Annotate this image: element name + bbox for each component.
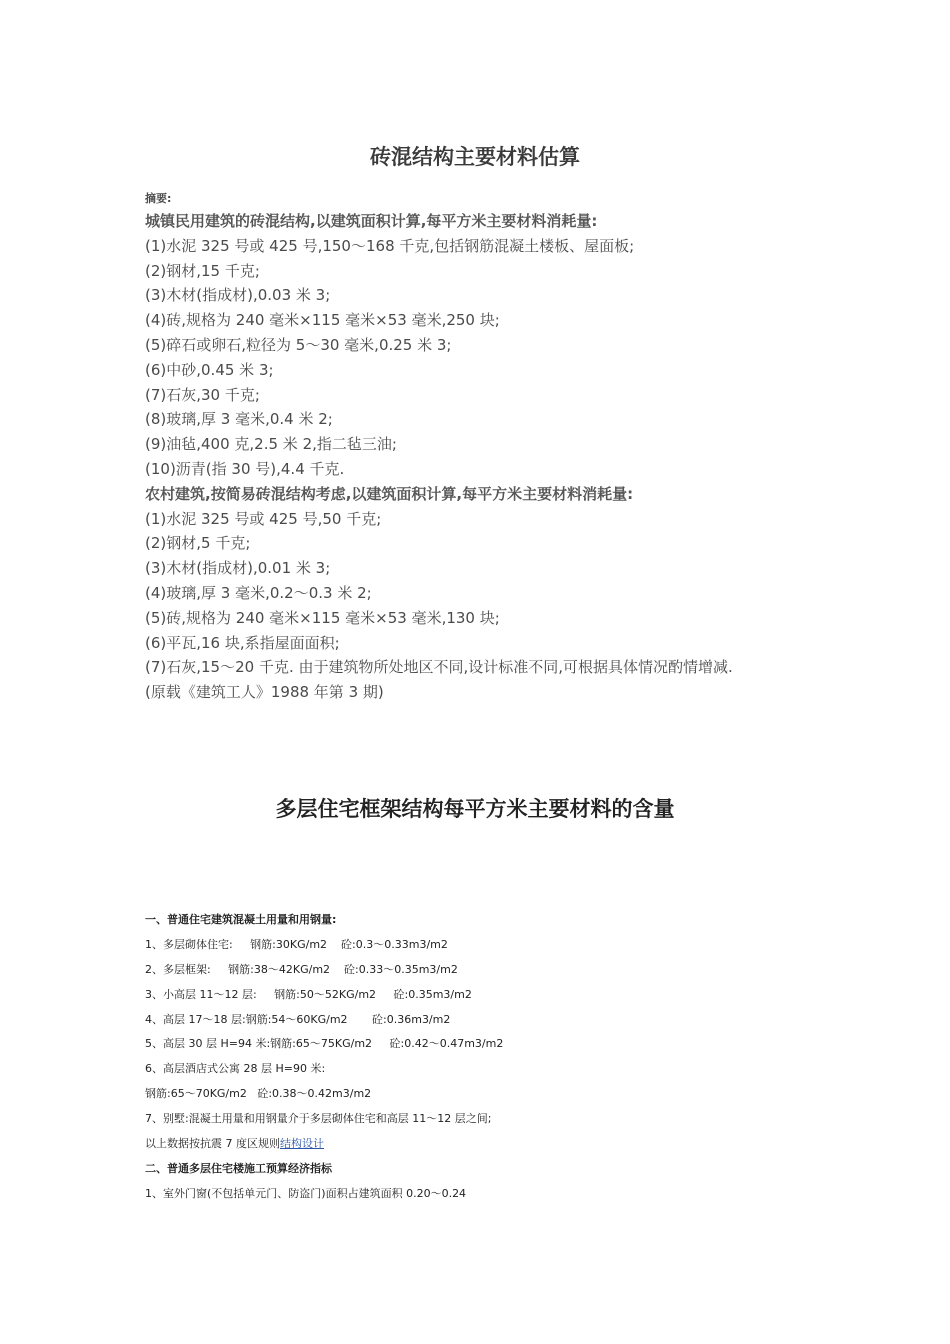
list-item: (5)砖,规格为 240 毫米×115 毫米×53 毫米,130 块;: [145, 608, 500, 627]
list-item: (1)水泥 325 号或 425 号,150～168 千克,包括钢筋混凝土楼板、屋面板;: [145, 236, 635, 255]
list-item: 1、多层砌体住宅: 钢筋:30KG/m2 砼:0.3～0.33m3/m2: [145, 937, 448, 951]
list-item: 2、多层框架: 钢筋:38～42KG/m2 砼:0.33～0.35m3/m2: [145, 962, 458, 976]
list-item: (3)木材(指成材),0.03 米 3;: [145, 286, 331, 305]
section-frame-materials: [145, 908, 845, 1207]
structural-design-link[interactable]: 结构设计: [280, 1137, 324, 1151]
doc-title-frame-structure: 多层住宅框架结构每平方米主要材料的含量: [275, 797, 675, 821]
list-item: 1、室外门窗(不包括单元门、防盗门)面积占建筑面积 0.20～0.24: [145, 1186, 467, 1200]
section-heading: 二、普通多层住宅楼施工预算经济指标: [145, 1161, 332, 1175]
list-item: 4、高层 17～18 层:钢筋:54～60KG/m2 砼:0.36m3/m2: [145, 1012, 451, 1026]
list-item: (原载《建筑工人》1988 年第 3 期): [145, 683, 384, 702]
list-item: 3、小高层 11～12 层: 钢筋:50～52KG/m2 砼:0.35m3/m2: [145, 987, 472, 1001]
list-item: (1)水泥 325 号或 425 号,50 千克;: [145, 509, 382, 528]
list-item: 钢筋:65～70KG/m2 砼:0.38～0.42m3/m2: [145, 1087, 372, 1101]
list-item: (9)油毡,400 克,2.5 米 2,指二毡三油;: [145, 435, 397, 454]
list-item: 7、别墅:混凝土用量和用钢量介于多层砌体住宅和高层 11～12 层之间;: [145, 1112, 492, 1126]
list-item: (2)钢材,15 千克;: [145, 261, 260, 280]
section-heading: 农村建筑,按简易砖混结构考虑,以建筑面积计算,每平方米主要材料消耗量:: [145, 484, 634, 503]
list-item: (5)碎石或卵石,粒径为 5～30 毫米,0.25 米 3;: [145, 335, 452, 354]
section-heading: 城镇民用建筑的砖混结构,以建筑面积计算,每平方米主要材料消耗量:: [145, 212, 598, 230]
section-brick-concrete-materials: [145, 209, 845, 705]
list-item: (6)中砂,0.45 米 3;: [145, 360, 274, 379]
seismic-note: [145, 1132, 845, 1157]
list-item: (7)石灰,30 千克;: [145, 385, 260, 404]
list-item: 5、高层 30 层 H=94 米:钢筋:65～75KG/m2 砼:0.42～0.47m3/m2: [145, 1037, 504, 1051]
list-item: 6、高层酒店式公寓 28 层 H=90 米:: [145, 1062, 326, 1076]
list-item: (4)玻璃,厚 3 毫米,0.2～0.3 米 2;: [145, 583, 372, 602]
list-item: (6)平瓦,16 块,系指屋面面积;: [145, 633, 340, 652]
list-item: (2)钢材,5 千克;: [145, 534, 251, 553]
seismic-note-text: 以上数据按抗震 7 度区规则: [145, 1137, 280, 1151]
summary-label: 摘要:: [145, 192, 172, 205]
section-heading: 一、普通住宅建筑混凝土用量和用钢量:: [145, 913, 337, 926]
list-item: (3)木材(指成材),0.01 米 3;: [145, 559, 331, 578]
list-item: (7)石灰,15～20 千克. 由于建筑物所处地区不同,设计标准不同,可根据具体情况酌情增减.: [145, 658, 733, 677]
doc-title-brick-concrete: 砖混结构主要材料估算: [370, 145, 580, 169]
list-item: (8)玻璃,厚 3 毫米,0.4 米 2;: [145, 410, 333, 429]
list-item: (4)砖,规格为 240 毫米×115 毫米×53 毫米,250 块;: [145, 311, 500, 330]
list-item: (10)沥青(指 30 号),4.4 千克.: [145, 459, 345, 478]
